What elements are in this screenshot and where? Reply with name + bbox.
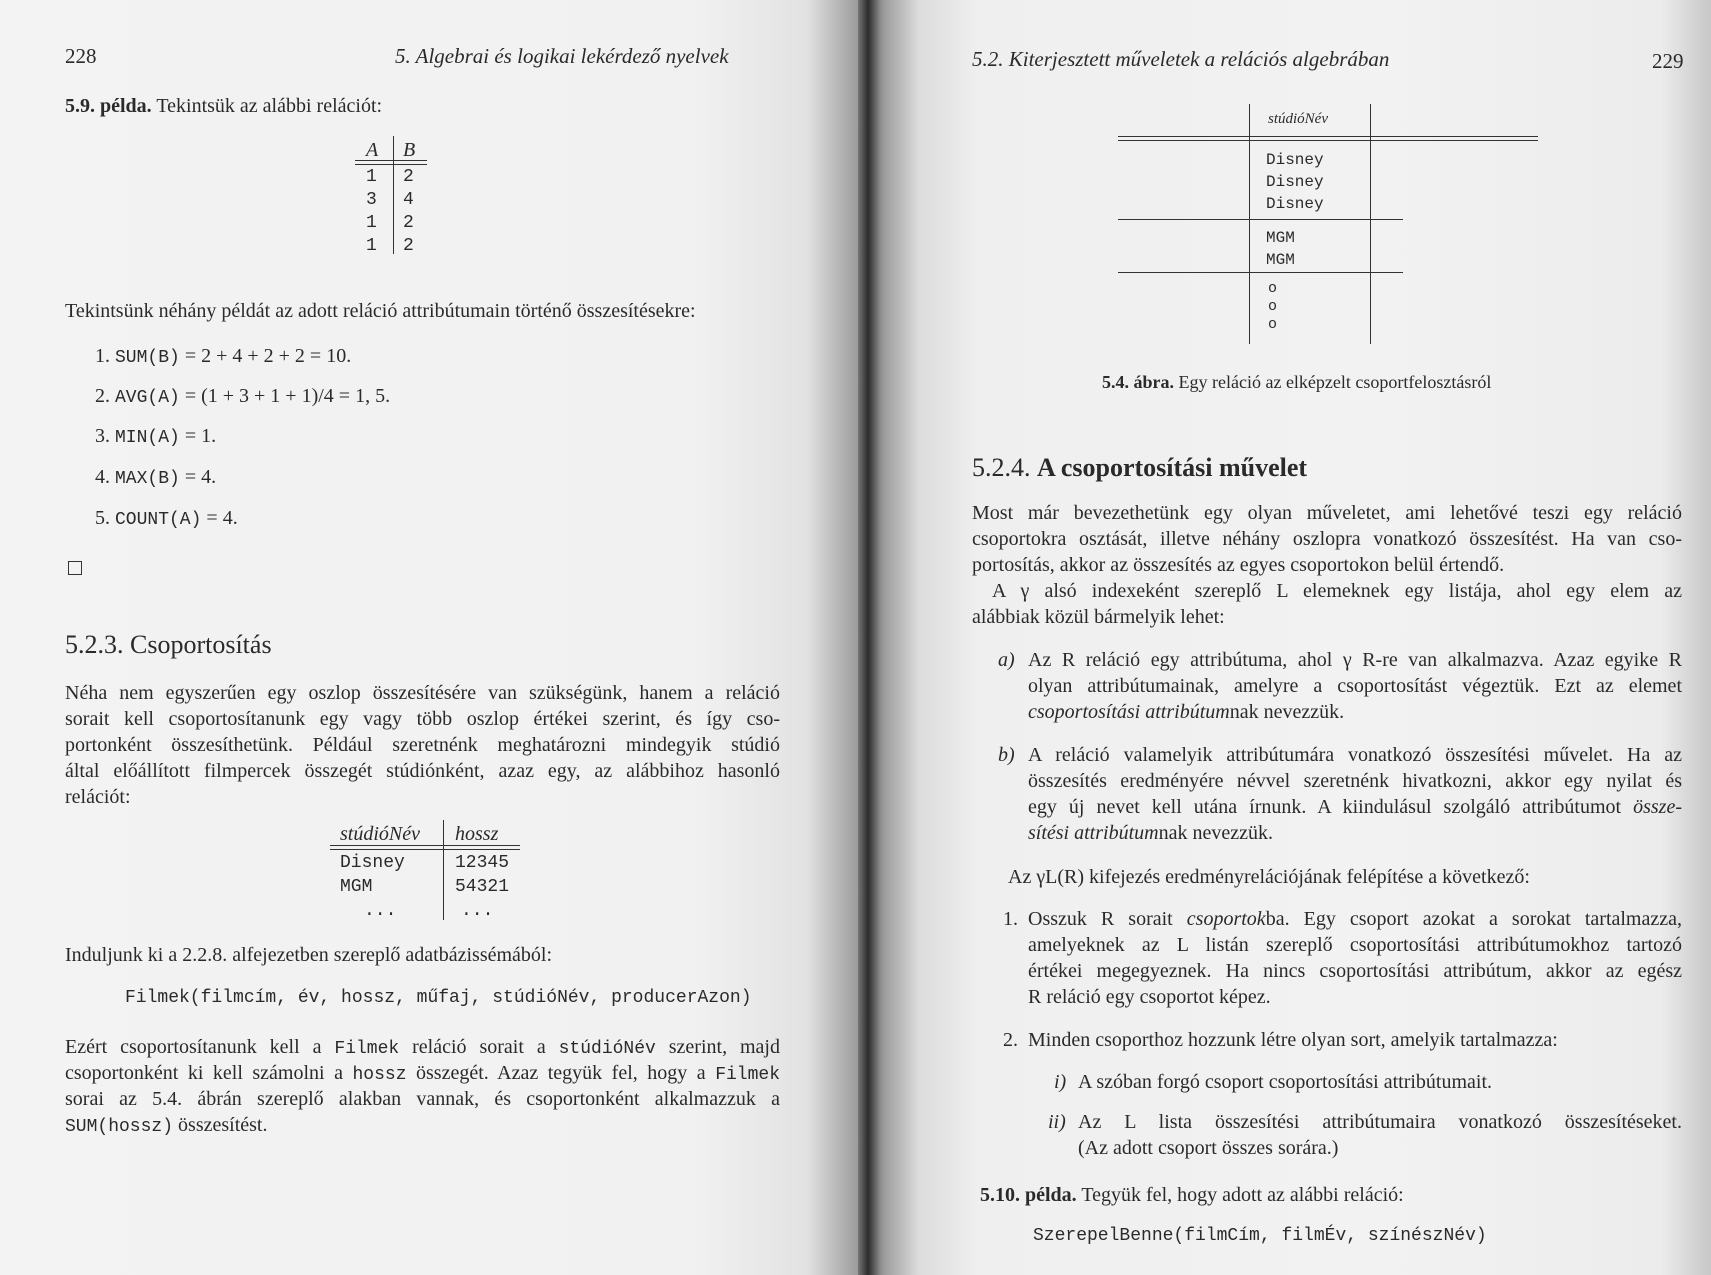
table-cell: 54321 [455, 877, 510, 897]
text-line: portonként összesíthetünk. Például szeretnénk meghatározni mindegyik stúdió [65, 734, 780, 756]
list-item: 5. COUNT(A) = 4. [95, 507, 238, 530]
section-title: A csoportosítási művelet [1037, 453, 1308, 482]
group-cell: o [1268, 280, 1278, 297]
group-cell: Disney [1266, 195, 1324, 213]
table-header-rule [355, 160, 427, 165]
table-column-rule [443, 820, 444, 920]
text-line: csoportonként ki kell számolni a hossz összegét. Azaz tegyük fel, hogy a Filmek [65, 1062, 780, 1085]
group-cell: o [1268, 298, 1278, 315]
text-line: alábbiak közül bármelyik lehet: [972, 606, 1225, 628]
example-title: 5.9. példa. [65, 95, 152, 117]
section-number: 5.2.3. [65, 630, 124, 659]
table-header-b: B [403, 139, 416, 161]
running-head: 5. Algebrai és logikai lekérdező nyelvek [395, 44, 729, 68]
table-cell: ... [364, 901, 397, 921]
aggregates-intro: Tekintsünk néhány példát az adott reláció attribútumain történő összesítésekre: [65, 300, 696, 322]
table-cell: 1 [366, 236, 377, 256]
table-header-hossz: hossz [455, 823, 499, 845]
text-line: A reláció valamelyik attribútumára vonatkozó összesítési művelet. Ha az [1028, 744, 1682, 766]
table-cell: 2 [403, 213, 414, 233]
table-cell: 12345 [455, 853, 510, 873]
group-cell: MGM [1266, 251, 1295, 269]
figure-header-rule [1118, 136, 1538, 141]
text-line: A szóban forgó csoport csoportosítási attribútumait. [1078, 1071, 1493, 1093]
figure-group-3 [1268, 280, 1277, 334]
table-cell: 2 [403, 236, 414, 256]
table-col-a [366, 166, 377, 258]
page-number: 229 [1652, 49, 1684, 73]
text-line: (Az adott csoport összes sorára.) [1078, 1137, 1339, 1159]
text-line: portosítás, akkor az összesítés az egyes csoportokon belül értendő. [972, 554, 1505, 576]
group-cell: Disney [1266, 151, 1324, 169]
text-line: A γ alsó indexeként szereplő L elemeknek egy listája, ahol egy elem az [992, 580, 1682, 602]
table-col-hossz [455, 851, 509, 923]
table-cell: 4 [403, 190, 414, 210]
book-spine [858, 0, 880, 1275]
table-column-rule [393, 136, 394, 254]
paragraph: Az γL(R) kifejezés eredményrelációjának felépítése a következő: [1008, 866, 1530, 888]
list-label: a) [998, 649, 1015, 671]
text-line: Ezért csoportosítanunk kell a Filmek reláció sorait a stúdióNév szerint, majd [65, 1036, 780, 1059]
group-cell: Disney [1266, 173, 1324, 191]
list-label: b) [998, 744, 1015, 766]
table-cell: MGM [340, 877, 373, 897]
figure-group-1 [1266, 149, 1324, 215]
qed-square-icon [68, 561, 82, 575]
table-cell: 3 [366, 190, 377, 210]
text-line: egy új nevet kell utána írnunk. A kiindulásul szolgáló attribútumot össze- [1028, 796, 1682, 818]
figure-caption: 5.4. ábra. Egy reláció az elképzelt csoportfelosztásról [1102, 372, 1492, 392]
table-cell: 2 [403, 167, 414, 187]
table-col-studionev [340, 851, 405, 923]
table-col-b [403, 166, 414, 258]
list-label: ii) [1048, 1111, 1066, 1133]
text-line: csoportokra osztását, illetve néhány oszlopra vonatkozó összesítést. Ha van cso- [972, 528, 1682, 550]
text-line: Minden csoporthoz hozzunk létre olyan sort, amelyik tartalmazza: [1028, 1029, 1558, 1051]
example-text: Tegyük fel, hogy adott az alábbi reláció: [1081, 1184, 1404, 1206]
table-header-studionev: stúdióNév [340, 823, 420, 845]
example-heading [980, 1182, 1404, 1208]
text-line: SUM(hossz) összesítést. [65, 1114, 268, 1137]
table-cell: 1 [366, 167, 377, 187]
example-heading [65, 93, 382, 119]
list-item: 2. AVG(A) = (1 + 3 + 1 + 1)/4 = 1, 5. [95, 385, 391, 408]
figure-header: stúdióNév [1268, 111, 1328, 127]
table-header-rule [330, 845, 520, 850]
table-cell: Disney [340, 853, 405, 873]
text-line: Osszuk R sorait csoportokba. Egy csoport azokat a sorokat tartalmazza, [1028, 908, 1682, 930]
text-line: által előállított filmpercek összegét stúdiónként, azaz egy, az alábbihoz hasonló [65, 760, 780, 782]
schema-line: Filmek(filmcím, év, hossz, műfaj, stúdióNév, producerAzon) [125, 988, 752, 1008]
example-title: 5.10. példa. [980, 1184, 1077, 1206]
section-heading [972, 453, 1307, 483]
list-label: 2. [1003, 1029, 1018, 1051]
list-item: 3. MIN(A) = 1. [95, 425, 217, 448]
section-number: 5.2.4. [972, 453, 1031, 482]
section-heading [65, 630, 272, 660]
text-line: csoportosítási attribútumnak nevezzük. [1028, 701, 1345, 723]
group-cell: MGM [1266, 229, 1295, 247]
text-line: sorai az 5.4. ábrán szereplő alakban vannak, és csoportonként alkalmazzuk a [65, 1088, 780, 1110]
list-label: i) [1054, 1071, 1067, 1093]
text-line: összesítés eredményére névvel szeretnénk hivatkozni, akkor egy nyilat és [1028, 770, 1682, 792]
group-cell: o [1268, 316, 1278, 333]
text-line: sítési attribútumnak nevezzük. [1028, 822, 1273, 844]
text-line: sorait kell csoportosítanunk egy vagy több oszlop értékei szerint, és így cso- [65, 708, 780, 730]
paragraph: Induljunk ki a 2.2.8. alfejezetben szereplő adatbázissémából: [65, 944, 553, 966]
right-page [868, 0, 1711, 1275]
running-head: 5.2. Kiterjesztett műveletek a relációs algebrában [972, 47, 1390, 71]
table-cell: ... [461, 901, 494, 921]
text-line: amelyeknek az L listán szereplő csoportosítási attribútumokhoz tartozó [1028, 934, 1682, 956]
figure-group-divider [1118, 219, 1403, 220]
figure-group-divider [1118, 272, 1403, 273]
page-number: 228 [65, 44, 97, 68]
text-line: olyan attribútumainak, amelyre a csoportosítást végeztük. Ezt az elemet [1028, 675, 1682, 697]
text-line: R reláció egy csoportot képez. [1028, 986, 1271, 1008]
table-header-a: A [366, 139, 379, 161]
list-label: 1. [1003, 908, 1018, 930]
list-item: 4. MAX(B) = 4. [95, 466, 217, 489]
text-line: relációt: [65, 786, 131, 808]
text-line: értékei megegyeznek. Ha nincs csoportosítási attribútum, akkor az egész [1028, 960, 1682, 982]
text-line: Az R reláció egy attribútuma, ahol γ R-re van alkalmazva. Azaz egyike R [1028, 649, 1682, 671]
table-cell: 1 [366, 213, 377, 233]
list-item: 1. SUM(B) = 2 + 4 + 2 + 2 = 10. [95, 345, 352, 368]
example-intro: Tekintsük az alábbi relációt: [156, 95, 383, 117]
schema-line: SzerepelBenne(filmCím, filmÉv, színészNév) [1033, 1226, 1487, 1246]
section-title: Csoportosítás [130, 630, 272, 659]
text-line: Néha nem egyszerűen egy oszlop összesítésére van szükségünk, hanem a reláció [65, 682, 780, 704]
text-line: Most már bevezethetünk egy olyan műveletet, ami lehetővé teszi egy reláció [972, 502, 1682, 524]
text-line: Az L lista összesítési attribútumaira vonatkozó összesítéseket. [1078, 1111, 1682, 1133]
figure-group-2 [1266, 227, 1295, 271]
